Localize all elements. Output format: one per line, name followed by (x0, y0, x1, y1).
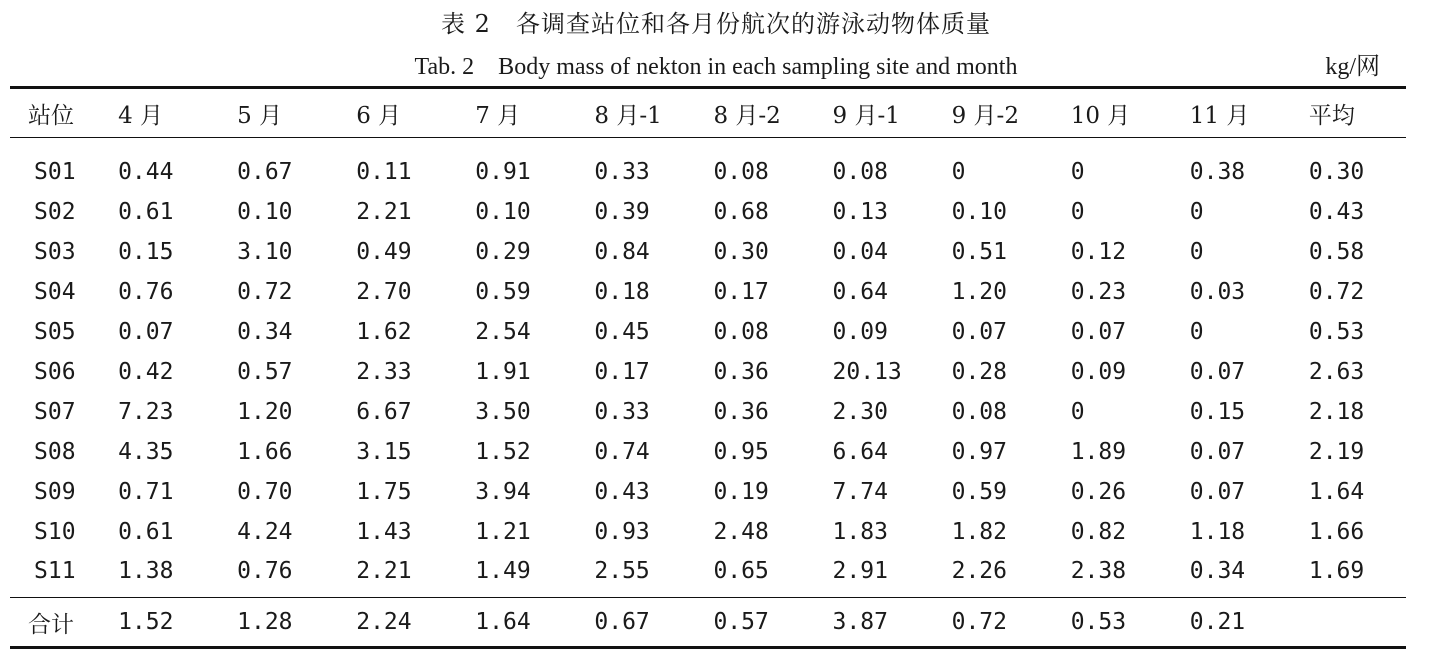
value-cell: 0.84 (594, 238, 650, 265)
value-cell: 3.15 (356, 438, 412, 465)
value-cell: 1.82 (951, 518, 1007, 545)
value-cell: 0 (1189, 318, 1204, 345)
value-cell: 0.53 (1308, 318, 1365, 345)
value-cell: 0.08 (713, 158, 769, 185)
table-row (10, 392, 1406, 432)
table-row (10, 472, 1406, 512)
value-cell: 1.66 (237, 438, 293, 465)
value-cell: 2.26 (951, 558, 1007, 585)
value-cell: 0.82 (1070, 518, 1127, 545)
value-cell: 2.30 (832, 398, 888, 425)
value-cell: 0.61 (118, 198, 174, 225)
value-cell: 0.65 (713, 558, 769, 585)
value-cell: 1.20 (951, 278, 1007, 305)
value-cell: 2.19 (1308, 438, 1365, 465)
value-cell: 2.55 (594, 558, 650, 585)
value-cell: 0.70 (237, 478, 293, 505)
value-cell: 0.10 (475, 198, 531, 225)
table-row (10, 432, 1406, 472)
value-cell: 0.12 (1070, 238, 1127, 265)
site-cell: S10 (34, 518, 76, 545)
value-cell: 1.49 (475, 558, 531, 585)
site-cell: S03 (34, 238, 76, 265)
total-value-cell: 0.21 (1190, 598, 1309, 648)
value-cell: 0.30 (713, 238, 769, 265)
value-cell: 2.21 (356, 198, 412, 225)
value-cell: 0.07 (1189, 438, 1246, 465)
value-cell: 0.59 (475, 278, 531, 305)
value-cell: 0 (1189, 198, 1204, 225)
site-cell: S05 (34, 318, 76, 345)
value-cell: 1.89 (1070, 438, 1127, 465)
total-value-cell: 0.72 (952, 598, 1071, 648)
value-cell: 0.26 (1070, 478, 1127, 505)
value-cell: 0.07 (1189, 478, 1246, 505)
value-cell: 0.38 (1189, 158, 1246, 185)
value-cell: 0.64 (832, 278, 888, 305)
header-cell: 9 月-2 (952, 88, 1071, 138)
header-cell: 5 月 (237, 88, 356, 138)
value-cell: 0.19 (713, 478, 769, 505)
value-cell: 1.69 (1308, 558, 1365, 585)
value-cell: 0.07 (1070, 318, 1127, 345)
table-row (10, 512, 1406, 552)
table-row (10, 352, 1406, 392)
header-cell: 7 月 (475, 88, 594, 138)
value-cell: 0.08 (832, 158, 888, 185)
value-cell: 0 (1189, 238, 1204, 265)
value-cell: 0.43 (594, 478, 650, 505)
value-cell: 2.33 (356, 358, 412, 385)
value-cell: 3.50 (475, 398, 531, 425)
unit-label: kg/网 (1325, 54, 1380, 80)
value-cell: 2.63 (1308, 358, 1365, 385)
value-cell: 4.35 (118, 438, 174, 465)
header-cell: 8 月-1 (594, 88, 713, 138)
header-cell: 10 月 (1071, 88, 1190, 138)
value-cell: 0.03 (1189, 278, 1246, 305)
header-cell: 站位 (10, 88, 118, 138)
header-cell: 8 月-2 (713, 88, 832, 138)
table-row (10, 152, 1406, 192)
value-cell: 1.83 (832, 518, 888, 545)
value-cell: 3.10 (237, 238, 293, 265)
total-value-cell: 0.57 (713, 598, 832, 648)
site-cell: S04 (34, 278, 76, 305)
value-cell: 0.10 (951, 198, 1007, 225)
spacer-row (10, 138, 1406, 152)
table-row (10, 192, 1406, 232)
value-cell: 0.15 (1189, 398, 1246, 425)
value-cell: 2.21 (356, 558, 412, 585)
site-cell: S07 (34, 398, 76, 425)
value-cell: 1.52 (475, 438, 531, 465)
total-value-cell: 1.28 (237, 598, 356, 648)
value-cell: 1.38 (118, 558, 174, 585)
value-cell: 0.08 (951, 398, 1007, 425)
table-title-cn: 表 2 各调查站位和各月份航次的游泳动物体质量 (441, 10, 991, 38)
value-cell: 1.43 (356, 518, 412, 545)
value-cell: 6.64 (832, 438, 888, 465)
total-value-cell: 0.53 (1071, 598, 1190, 648)
value-cell: 2.91 (832, 558, 888, 585)
header-cell: 11 月 (1190, 88, 1309, 138)
table-title-en: Tab. 2 Body mass of nekton in each sampling site and month (414, 54, 1018, 80)
value-cell: 0.39 (594, 198, 650, 225)
value-cell: 0.93 (594, 518, 650, 545)
value-cell: 0.72 (237, 278, 293, 305)
site-cell: S08 (34, 438, 76, 465)
value-cell: 4.24 (237, 518, 293, 545)
value-cell: 2.48 (713, 518, 769, 545)
value-cell: 6.67 (356, 398, 412, 425)
value-cell: 1.62 (356, 318, 412, 345)
value-cell: 0.09 (1070, 358, 1127, 385)
total-label-cell: 合计 (10, 598, 118, 648)
value-cell: 0.91 (475, 158, 531, 185)
value-cell: 0.45 (594, 318, 650, 345)
value-cell: 0.34 (1189, 558, 1246, 585)
value-cell: 0.72 (1308, 278, 1365, 305)
value-cell: 0.97 (951, 438, 1007, 465)
value-cell: 2.18 (1308, 398, 1365, 425)
value-cell: 7.74 (832, 478, 888, 505)
site-cell: S06 (34, 358, 76, 385)
value-cell: 0.95 (713, 438, 769, 465)
total-row (10, 598, 1406, 648)
value-cell: 0.49 (356, 238, 412, 265)
value-cell: 0.28 (951, 358, 1007, 385)
value-cell: 1.20 (237, 398, 293, 425)
table-row (10, 272, 1406, 312)
value-cell: 0.30 (1308, 158, 1365, 185)
site-cell: S01 (34, 158, 76, 185)
value-cell: 0.61 (118, 518, 174, 545)
value-cell: 0.09 (832, 318, 888, 345)
value-cell: 0.04 (832, 238, 888, 265)
value-cell: 2.38 (1070, 558, 1127, 585)
total-value-cell: 0.67 (594, 598, 713, 648)
value-cell: 0.17 (713, 278, 769, 305)
value-cell: 3.94 (475, 478, 531, 505)
site-cell: S09 (34, 478, 76, 505)
value-cell: 1.64 (1308, 478, 1365, 505)
value-cell: 0.17 (594, 358, 650, 385)
value-cell: 0 (1070, 158, 1085, 185)
value-cell: 0.07 (1189, 358, 1246, 385)
header-cell: 4 月 (118, 88, 237, 138)
value-cell: 0.33 (594, 158, 650, 185)
table-row (10, 312, 1406, 352)
value-cell: 1.18 (1189, 518, 1246, 545)
total-value-cell: 1.64 (475, 598, 594, 648)
value-cell: 7.23 (118, 398, 174, 425)
value-cell: 0.29 (475, 238, 531, 265)
value-cell: 0.13 (832, 198, 888, 225)
value-cell: 0.67 (237, 158, 293, 185)
value-cell: 2.54 (475, 318, 531, 345)
value-cell: 1.91 (475, 358, 531, 385)
value-cell: 0.76 (237, 558, 293, 585)
value-cell: 0 (1070, 198, 1085, 225)
total-value-cell: 2.24 (356, 598, 475, 648)
value-cell: 0.57 (237, 358, 293, 385)
table-row (10, 552, 1406, 598)
header-cell: 9 月-1 (833, 88, 952, 138)
body-mass-table (10, 86, 1406, 649)
value-cell: 0.43 (1308, 198, 1365, 225)
value-cell: 0.34 (237, 318, 293, 345)
total-value-cell (1309, 598, 1406, 648)
value-cell: 0.11 (356, 158, 412, 185)
value-cell: 0.08 (713, 318, 769, 345)
value-cell: 0.58 (1308, 238, 1365, 265)
value-cell: 0.44 (118, 158, 174, 185)
value-cell: 0.51 (951, 238, 1007, 265)
value-cell: 0.33 (594, 398, 650, 425)
value-cell: 0.76 (118, 278, 174, 305)
value-cell: 0.42 (118, 358, 174, 385)
header-cell: 平均 (1309, 88, 1406, 138)
value-cell: 0.71 (118, 478, 174, 505)
value-cell: 0.15 (118, 238, 174, 265)
value-cell: 0 (951, 158, 966, 185)
value-cell: 1.75 (356, 478, 412, 505)
value-cell: 1.66 (1308, 518, 1365, 545)
value-cell: 0.23 (1070, 278, 1127, 305)
value-cell: 0.59 (951, 478, 1007, 505)
table-row (10, 232, 1406, 272)
value-cell: 0.18 (594, 278, 650, 305)
site-cell: S02 (34, 198, 76, 225)
value-cell: 0.36 (713, 398, 769, 425)
value-cell: 0 (1070, 398, 1085, 425)
site-cell: S11 (34, 558, 76, 585)
total-value-cell: 3.87 (833, 598, 952, 648)
value-cell: 20.13 (832, 358, 902, 385)
value-cell: 0.74 (594, 438, 650, 465)
total-value-cell: 1.52 (118, 598, 237, 648)
header-cell: 6 月 (356, 88, 475, 138)
value-cell: 2.70 (356, 278, 412, 305)
header-row (10, 88, 1406, 138)
value-cell: 0.07 (951, 318, 1007, 345)
value-cell: 0.68 (713, 198, 769, 225)
value-cell: 1.21 (475, 518, 531, 545)
value-cell: 0.36 (713, 358, 769, 385)
value-cell: 0.07 (118, 318, 174, 345)
value-cell: 0.10 (237, 198, 293, 225)
table-body (10, 138, 1406, 598)
